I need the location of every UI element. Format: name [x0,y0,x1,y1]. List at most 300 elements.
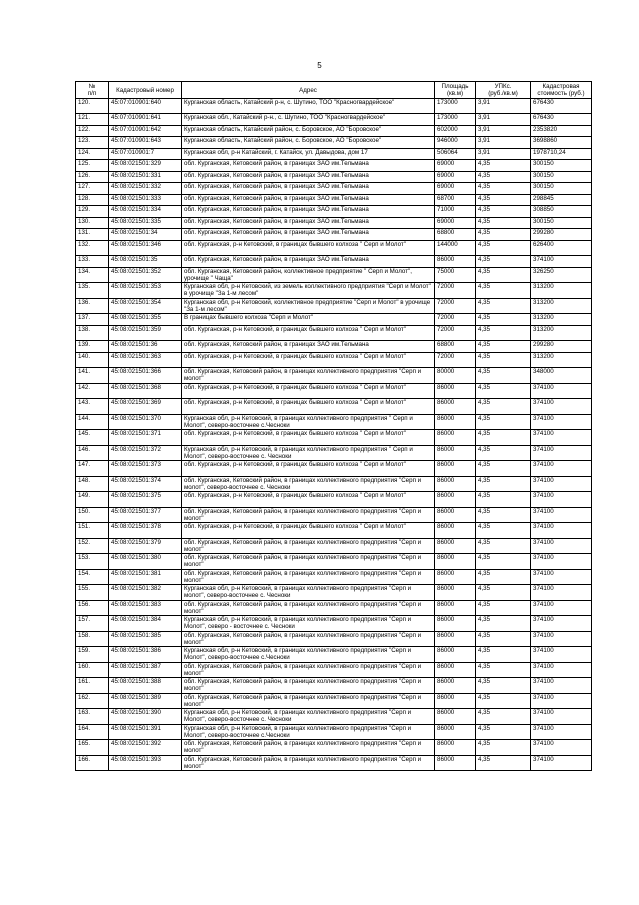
area-cell: 68700 [435,194,476,206]
upks-cell: 4,35 [476,709,531,725]
cadastral-value-cell: 374100 [531,507,592,523]
row-number-cell: 136. [76,298,109,314]
upks-cell: 4,35 [476,492,531,508]
area-cell: 602000 [435,125,476,137]
row-number-cell: 164. [76,724,109,740]
upks-cell: 4,35 [476,256,531,268]
cadastral-number-cell: 45:08:021501:368 [109,383,182,399]
row-number-cell: 134. [76,267,109,283]
address-cell: Курганская обл, р-н Кетовский, в границах коллективного предприятия "Серп и Молот", северо-восточнее с. Чесноки [182,709,435,725]
upks-cell: 4,35 [476,538,531,554]
table-row [76,206,592,218]
cadastral-number-cell: 45:08:021501:389 [109,693,182,709]
table-row [76,240,592,256]
upks-cell: 4,35 [476,600,531,616]
address-cell: Курганская обл, р-н Катайский, г. Катайск, ул. Давыдова, дом 17 [182,148,435,160]
area-cell: 69000 [435,171,476,183]
upks-cell: 4,35 [476,298,531,314]
cadastral-value-cell: 326250 [531,267,592,283]
area-cell: 86000 [435,461,476,477]
area-cell: 80000 [435,368,476,384]
cadastral-value-cell: 299280 [531,341,592,353]
upks-cell: 4,35 [476,325,531,341]
address-cell: обл. Курганская, р-н Кетовский, в границах бывшего колхоза " Серп и Молот" [182,352,435,368]
upks-cell: 4,35 [476,194,531,206]
table-row [76,693,592,709]
row-number-cell: 139. [76,341,109,353]
row-number-cell: 146. [76,445,109,461]
table-row [76,662,592,678]
area-cell: 86000 [435,678,476,694]
address-cell: Курганская обл, р-н Кетовский, в границах коллективного предприятия "Серп и молот", северо-восточнее с. Чесноки [182,585,435,601]
table-row [76,194,592,206]
address-cell: Курганская область, Катайский район, с. Боровское, АО "Боровское" [182,125,435,137]
area-cell: 86000 [435,507,476,523]
area-cell: 86000 [435,569,476,585]
table-row [76,647,592,663]
cadastral-value-cell: 313200 [531,325,592,341]
cadastral-value-cell: 300150 [531,183,592,195]
row-number-cell: 149. [76,492,109,508]
address-cell: Курганская обл, р-н Кетовский, в границах коллективного предприятия " Серп и Молот", северо-восточнее с. Чесноки [182,445,435,461]
upks-cell: 4,35 [476,678,531,694]
table-body [76,99,592,771]
area-cell: 506064 [435,148,476,160]
area-cell: 72000 [435,352,476,368]
upks-cell: 4,35 [476,414,531,430]
table-row [76,256,592,268]
table-row [76,631,592,647]
cadastral-number-cell: 45:08:021501:381 [109,569,182,585]
cadastral-value-cell: 676430 [531,99,592,114]
address-cell: Курганская область, Катайский район, с. Боровское, АО "Боровское" [182,137,435,149]
upks-cell: 4,35 [476,240,531,256]
area-cell: 72000 [435,283,476,299]
area-cell: 71000 [435,206,476,218]
header-cadastral-number-label: Кадастровый номер [116,86,174,94]
table-row [76,383,592,399]
address-cell: обл. Курганская, р-н Кетовский, в границах бывшего колхоза " Серп и Молот" [182,383,435,399]
cadastral-number-cell: 45:08:021501:366 [109,368,182,384]
header-cadastral-number [109,82,182,99]
table-header-row [76,82,592,99]
cadastral-number-cell: 45:08:021501:363 [109,352,182,368]
row-number-cell: 148. [76,476,109,492]
area-cell: 86000 [435,740,476,756]
area-cell: 86000 [435,616,476,632]
page-number: 5 [317,61,322,70]
row-number-cell: 162. [76,693,109,709]
table-row [76,229,592,241]
area-cell: 72000 [435,325,476,341]
table-row [76,114,592,126]
area-cell: 86000 [435,709,476,725]
cadastral-number-cell: 45:08:021501:374 [109,476,182,492]
row-number-cell: 163. [76,709,109,725]
address-cell: обл. Курганская, Кетовский район, в границах коллективного предприятия "Серп и молот" [182,368,435,384]
cadastral-number-cell: 45:08:021501:384 [109,616,182,632]
row-number-cell: 166. [76,755,109,771]
upks-cell: 4,35 [476,740,531,756]
upks-cell: 4,35 [476,399,531,415]
cadastral-value-cell: 313200 [531,283,592,299]
row-number-cell: 129. [76,206,109,218]
address-cell: обл. Курганская, Кетовский район, в границах коллективного предприятия "Серп и молот", северо-восточнее с. Чесноки [182,476,435,492]
upks-cell: 4,35 [476,341,531,353]
address-cell: обл. Курганская, Кетовский район, в границах коллективного предприятия "Серп и молот" [182,755,435,771]
address-cell: Курганская область, Катайский р-н, с. Шутино, ТОО "Красногвардейское" [182,99,435,114]
header-address-label: Адрес [299,86,317,94]
address-cell: обл. Курганская, Кетовский район, в границах коллективного предприятия "Серп и молот" [182,507,435,523]
header-address [182,82,435,99]
cadastral-value-table [75,81,592,771]
cadastral-value-cell: 374100 [531,445,592,461]
row-number-cell: 133. [76,256,109,268]
cadastral-number-cell: 45:07:010901:641 [109,114,182,126]
area-cell: 86000 [435,585,476,601]
upks-cell: 4,35 [476,160,531,172]
cadastral-value-cell: 374100 [531,693,592,709]
cadastral-number-cell: 45:08:021501:335 [109,217,182,229]
area-cell: 86000 [435,445,476,461]
upks-cell: 4,35 [476,267,531,283]
area-cell: 86000 [435,693,476,709]
row-number-cell: 128. [76,194,109,206]
cadastral-value-cell: 374100 [531,755,592,771]
address-cell: Курганская обл, р-н Кетовский, в границах коллективного предприятия " Серп и Молот", северо-восточнее с.Чесноки [182,414,435,430]
cadastral-value-cell: 374100 [531,256,592,268]
address-cell: обл. Курганская, Кетовский район, в границах коллективного предприятия "Серп и молот" [182,569,435,585]
cadastral-number-cell: 45:08:021501:380 [109,554,182,570]
cadastral-number-cell: 45:08:021501:359 [109,325,182,341]
header-upks [476,82,531,99]
row-number-cell: 145. [76,430,109,446]
area-cell: 86000 [435,647,476,663]
table-row [76,678,592,694]
address-cell: обл. Курганская, Кетовский район, в границах коллективного предприятия "Серп и молот" [182,693,435,709]
upks-cell: 4,35 [476,616,531,632]
address-cell: Курганская обл, р-н Кетовский, в границах коллективного предприятия "Серп и Молот", северо-восточнее с.Чесноки [182,724,435,740]
cadastral-number-cell: 45:08:021501:34 [109,229,182,241]
address-cell: В границах бывшего колхоза "Серп и Молот" [182,314,435,326]
header-row-number [76,82,109,99]
header-area-label: Площадь (кв.м) [441,83,469,97]
row-number-cell: 165. [76,740,109,756]
address-cell: обл. Курганская, Кетовский район, в границах ЗАО им.Тельмана [182,171,435,183]
cadastral-number-cell: 45:07:010901:640 [109,99,182,114]
address-cell: Курганская обл, р-н Кетовский, в границах коллективного предприятия "Серп и Молот", северо-восточнее с.Чесноки [182,647,435,663]
area-cell: 75000 [435,267,476,283]
cadastral-value-cell: 299280 [531,229,592,241]
cadastral-value-cell: 374100 [531,461,592,477]
upks-cell: 4,35 [476,569,531,585]
table-row [76,171,592,183]
cadastral-value-cell: 626400 [531,240,592,256]
row-number-cell: 140. [76,352,109,368]
address-cell: обл. Курганская, р-н Кетовский, в границах бывшего колхоза " Серп и Молот" [182,325,435,341]
table-row [76,461,592,477]
cadastral-number-cell: 45:08:021501:346 [109,240,182,256]
cadastral-number-cell: 45:08:021501:331 [109,171,182,183]
row-number-cell: 156. [76,600,109,616]
area-cell: 86000 [435,724,476,740]
address-cell: обл. Курганская, Кетовский район, в границах ЗАО им.Тельмана [182,206,435,218]
area-cell: 86000 [435,256,476,268]
table-row [76,341,592,353]
area-cell: 69000 [435,217,476,229]
upks-cell: 4,35 [476,476,531,492]
cadastral-value-cell: 374100 [531,430,592,446]
upks-cell: 4,35 [476,693,531,709]
address-cell: обл. Курганская, Кетовский район, в границах ЗАО им.Тельмана [182,183,435,195]
upks-cell: 4,35 [476,352,531,368]
cadastral-value-cell: 308850 [531,206,592,218]
table-row [76,283,592,299]
cadastral-value-cell: 374100 [531,631,592,647]
area-cell: 72000 [435,314,476,326]
upks-cell: 4,35 [476,314,531,326]
table-row [76,600,592,616]
cadastral-number-cell: 45:08:021501:329 [109,160,182,172]
cadastral-value-cell: 374100 [531,523,592,539]
cadastral-value-cell: 374100 [531,476,592,492]
table-row [76,183,592,195]
address-cell: обл. Курганская, р-н Кетовский, в границах бывшего колхоза " Серп и Молот" [182,461,435,477]
row-number-cell: 141. [76,368,109,384]
cadastral-number-cell: 45:08:021501:334 [109,206,182,218]
cadastral-number-cell: 45:08:021501:379 [109,538,182,554]
table-row [76,148,592,160]
upks-cell: 4,35 [476,445,531,461]
upks-cell: 4,35 [476,554,531,570]
header-area [435,82,476,99]
cadastral-number-cell: 45:08:021501:352 [109,267,182,283]
cadastral-number-cell: 45:08:021501:391 [109,724,182,740]
area-cell: 86000 [435,755,476,771]
table-row [76,476,592,492]
table-row [76,399,592,415]
address-cell: обл. Курганская, Кетовский район, в границах коллективного предприятия "Серп и молот" [182,538,435,554]
table-row [76,523,592,539]
upks-cell: 4,35 [476,647,531,663]
cadastral-value-cell: 676430 [531,114,592,126]
table-row [76,616,592,632]
row-number-cell: 158. [76,631,109,647]
row-number-cell: 157. [76,616,109,632]
row-number-cell: 135. [76,283,109,299]
address-cell: обл. Курганская, Кетовский район, коллективное предприятие " Серп и Молот", урочище " Чаща" [182,267,435,283]
area-cell: 86000 [435,523,476,539]
address-cell: Курганская обл, р-н Кетовский, в границах коллективного предприятия "Серп и Молот", северо - восточнее с. Чесноки [182,616,435,632]
cadastral-value-cell: 374100 [531,724,592,740]
area-cell: 72000 [435,298,476,314]
row-number-cell: 122. [76,125,109,137]
cadastral-value-cell: 313200 [531,314,592,326]
upks-cell: 4,35 [476,430,531,446]
table-row [76,538,592,554]
cadastral-value-cell: 300150 [531,217,592,229]
cadastral-number-cell: 45:08:021501:371 [109,430,182,446]
cadastral-number-cell: 45:08:021501:388 [109,678,182,694]
area-cell: 68800 [435,229,476,241]
table-row [76,125,592,137]
cadastral-value-cell: 313200 [531,298,592,314]
cadastral-value-cell: 298845 [531,194,592,206]
cadastral-value-cell: 374100 [531,585,592,601]
cadastral-number-cell: 45:08:021501:383 [109,600,182,616]
area-cell: 946000 [435,137,476,149]
table-row [76,709,592,725]
cadastral-number-cell: 45:08:021501:373 [109,461,182,477]
area-cell: 86000 [435,430,476,446]
table-row [76,325,592,341]
upks-cell: 4,35 [476,283,531,299]
cadastral-number-cell: 45:08:021501:354 [109,298,182,314]
area-cell: 86000 [435,492,476,508]
row-number-cell: 120. [76,99,109,114]
row-number-cell: 142. [76,383,109,399]
area-cell: 86000 [435,414,476,430]
upks-cell: 4,35 [476,368,531,384]
cadastral-number-cell: 45:08:021501:369 [109,399,182,415]
table-row [76,217,592,229]
upks-cell: 4,35 [476,662,531,678]
table-row [76,298,592,314]
row-number-cell: 127. [76,183,109,195]
table-row [76,445,592,461]
row-number-cell: 152. [76,538,109,554]
row-number-cell: 143. [76,399,109,415]
cadastral-number-cell: 45:08:021501:333 [109,194,182,206]
cadastral-number-cell: 45:08:021501:385 [109,631,182,647]
cadastral-number-cell: 45:08:021501:370 [109,414,182,430]
table-row [76,160,592,172]
row-number-cell: 147. [76,461,109,477]
cadastral-number-cell: 45:07:010901:642 [109,125,182,137]
cadastral-value-cell: 313200 [531,352,592,368]
cadastral-value-cell: 374100 [531,662,592,678]
upks-cell: 4,35 [476,183,531,195]
upks-cell: 4,35 [476,523,531,539]
address-cell: обл. Курганская, Кетовский район, в границах ЗАО им.Тельмана [182,229,435,241]
cadastral-value-cell: 374100 [531,647,592,663]
row-number-cell: 130. [76,217,109,229]
upks-cell: 3,91 [476,148,531,160]
upks-cell: 4,35 [476,206,531,218]
address-cell: обл. Курганская, Кетовский район, в границах коллективного предприятия "Серп и молот" [182,662,435,678]
cadastral-number-cell: 45:08:021501:36 [109,341,182,353]
address-cell: обл. Курганская, Кетовский район, в границах коллективного предприятия "Серп и молот" [182,631,435,647]
row-number-cell: 144. [76,414,109,430]
cadastral-value-cell: 374100 [531,740,592,756]
address-cell: обл. Курганская, Кетовский район, в границах коллективного предприятия "Серп и молот" [182,678,435,694]
table-row [76,99,592,114]
table-row [76,740,592,756]
cadastral-value-cell: 300150 [531,171,592,183]
table-row [76,352,592,368]
address-cell: обл. Курганская, р-н Кетовский, в границах бывшего колхоза " Серп и Молот" [182,430,435,446]
cadastral-value-cell: 300150 [531,160,592,172]
area-cell: 69000 [435,160,476,172]
header-upks-label: УПКс. (руб./кв.м) [488,83,518,97]
cadastral-number-cell: 45:08:021501:393 [109,755,182,771]
address-cell: обл. Курганская, Кетовский район, в границах ЗАО им.Тельмана [182,160,435,172]
table-row [76,368,592,384]
cadastral-value-cell: 374100 [531,554,592,570]
row-number-cell: 154. [76,569,109,585]
cadastral-number-cell: 45:08:021501:372 [109,445,182,461]
upks-cell: 4,35 [476,229,531,241]
area-cell: 86000 [435,631,476,647]
area-cell: 86000 [435,554,476,570]
cadastral-value-cell: 374100 [531,492,592,508]
upks-cell: 4,35 [476,217,531,229]
row-number-cell: 150. [76,507,109,523]
row-number-cell: 159. [76,647,109,663]
cadastral-number-cell: 45:08:021501:332 [109,183,182,195]
row-number-cell: 151. [76,523,109,539]
upks-cell: 4,35 [476,631,531,647]
row-number-cell: 121. [76,114,109,126]
cadastral-number-cell: 45:08:021501:390 [109,709,182,725]
cadastral-number-cell: 45:08:021501:377 [109,507,182,523]
address-cell: обл. Курганская, Кетовский район, в границах ЗАО им.Тельмана [182,194,435,206]
area-cell: 173000 [435,114,476,126]
address-cell: Курганская обл, р-н Кетовский, из земель коллективного предприятия "Серп и Молот" в урочище "За 1-м лесом" [182,283,435,299]
header-row-number-label: № п/п [87,83,97,97]
table-row [76,492,592,508]
cadastral-number-cell: 45:08:021501:355 [109,314,182,326]
area-cell: 86000 [435,538,476,554]
area-cell: 173000 [435,99,476,114]
upks-cell: 3,91 [476,137,531,149]
address-cell: обл. Курганская, Кетовский район, в границах коллективного предприятия "Серп и молот" [182,554,435,570]
row-number-cell: 126. [76,171,109,183]
cadastral-number-cell: 45:08:021501:353 [109,283,182,299]
upks-cell: 4,35 [476,755,531,771]
address-cell: обл. Курганская, Кетовский район, в границах коллективного предприятия "Серп и молот" [182,600,435,616]
cadastral-number-cell: 45:08:021501:382 [109,585,182,601]
area-cell: 86000 [435,383,476,399]
table-row [76,569,592,585]
cadastral-value-cell: 2353820 [531,125,592,137]
cadastral-value-cell: 374100 [531,399,592,415]
header-cadastral-value [531,82,592,99]
table-row [76,554,592,570]
area-cell: 69000 [435,183,476,195]
address-cell: обл. Курганская, р-н Кетовский, в границах бывшего колхоза " Серп и Молот" [182,399,435,415]
upks-cell: 4,35 [476,724,531,740]
row-number-cell: 155. [76,585,109,601]
cadastral-value-cell: 374100 [531,569,592,585]
upks-cell: 4,35 [476,585,531,601]
address-cell: обл. Курганская, р-н Кетовский, в границах бывшего колхоза " Серп и Молот" [182,492,435,508]
table-row [76,314,592,326]
address-cell: обл. Курганская, Кетовский район, в границах ЗАО им.Тельмана [182,256,435,268]
cadastral-value-cell: 3698860 [531,137,592,149]
cadastral-number-cell: 45:08:021501:387 [109,662,182,678]
cadastral-value-cell: 1978710,24 [531,148,592,160]
table-row [76,585,592,601]
area-cell: 86000 [435,476,476,492]
table-row [76,414,592,430]
area-cell: 144000 [435,240,476,256]
cadastral-number-cell: 45:08:021501:386 [109,647,182,663]
cadastral-value-cell: 374100 [531,616,592,632]
cadastral-value-cell: 374100 [531,600,592,616]
address-cell: обл. Курганская, Кетовский район, в границах ЗАО им.Тельмана [182,217,435,229]
cadastral-value-cell: 374100 [531,709,592,725]
